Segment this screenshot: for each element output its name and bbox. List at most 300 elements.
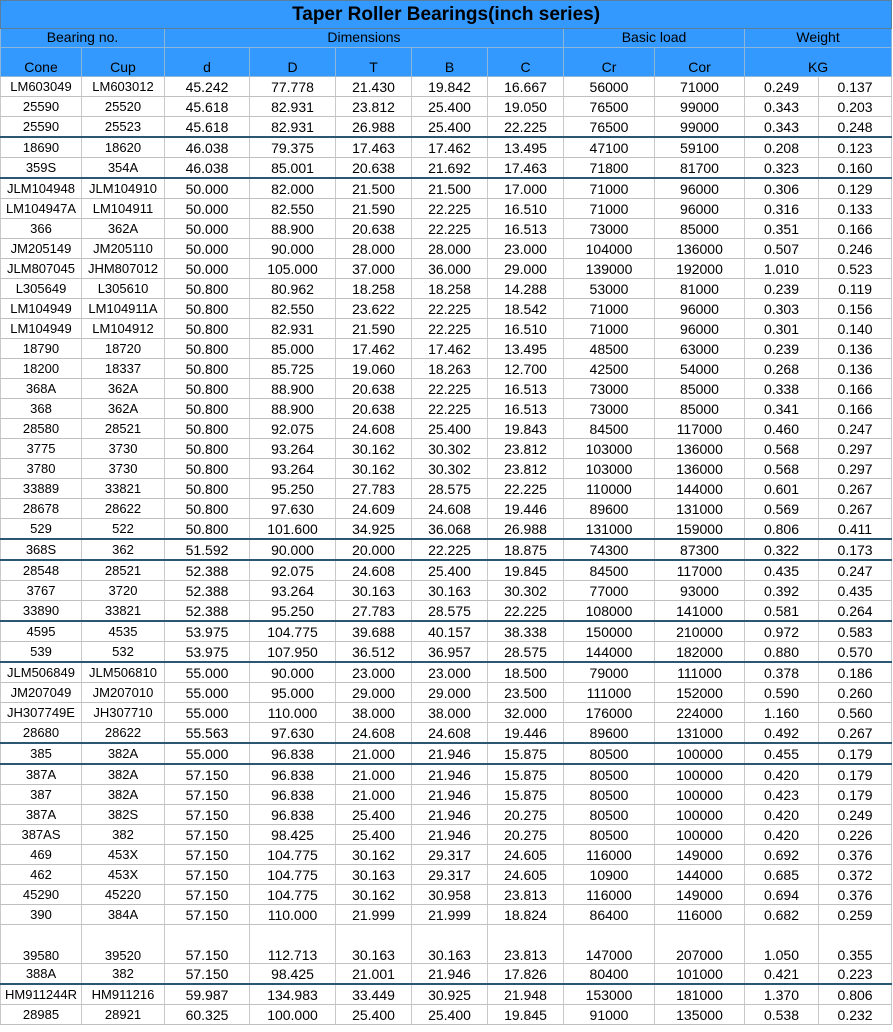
cell-c: 12.700 <box>488 359 564 379</box>
cell-cone: 529 <box>1 519 82 540</box>
cell-cup: 4535 <box>82 621 165 642</box>
cell-kg-cup: 0.435 <box>819 581 892 601</box>
cell-kg-cup: 0.267 <box>819 723 892 744</box>
cell-b: 30.163 <box>412 581 488 601</box>
cell-outer-d: 97.630 <box>250 499 336 519</box>
cell-cr: 80500 <box>564 825 655 845</box>
cell-b: 21.946 <box>412 805 488 825</box>
cell-cup: 522 <box>82 519 165 540</box>
column-header-b: B <box>412 48 488 77</box>
cell-kg-cup: 0.297 <box>819 459 892 479</box>
cell-b: 28.575 <box>412 479 488 499</box>
cell-b: 17.462 <box>412 137 488 158</box>
cell-b: 22.225 <box>412 379 488 399</box>
cell-cup: 3730 <box>82 459 165 479</box>
cell-kg-cone: 1.050 <box>745 925 819 964</box>
cell-cor: 181000 <box>655 984 745 1005</box>
cell-kg-cup: 0.137 <box>819 77 892 97</box>
cell-b: 25.400 <box>412 1005 488 1025</box>
cell-outer-d: 93.264 <box>250 581 336 601</box>
cell-d: 52.388 <box>165 601 250 622</box>
cell-kg-cup: 0.186 <box>819 662 892 683</box>
cell-t: 37.000 <box>336 259 412 279</box>
cell-outer-d: 96.838 <box>250 764 336 785</box>
cell-kg-cup: 0.226 <box>819 825 892 845</box>
cell-kg-cone: 0.568 <box>745 459 819 479</box>
table-row <box>1 905 892 925</box>
cell-d: 52.388 <box>165 581 250 601</box>
cell-b: 36.957 <box>412 642 488 663</box>
cell-cr: 73000 <box>564 219 655 239</box>
cell-cone: 390 <box>1 905 82 925</box>
cell-t: 39.688 <box>336 621 412 642</box>
cell-d: 57.150 <box>165 805 250 825</box>
cell-kg-cup: 0.129 <box>819 178 892 199</box>
cell-cr: 77000 <box>564 581 655 601</box>
cell-cr: 110000 <box>564 479 655 499</box>
cell-cr: 139000 <box>564 259 655 279</box>
column-header-outer-d: D <box>250 48 336 77</box>
cell-cone: 28680 <box>1 723 82 744</box>
cell-cr: 150000 <box>564 621 655 642</box>
cell-cr: 103000 <box>564 459 655 479</box>
cell-b: 40.157 <box>412 621 488 642</box>
cell-t: 25.400 <box>336 1005 412 1025</box>
cell-kg-cone: 0.341 <box>745 399 819 419</box>
cell-cone: LM104949 <box>1 299 82 319</box>
cell-cone: 18690 <box>1 137 82 158</box>
cell-cup: 45220 <box>82 885 165 905</box>
table-row <box>1 359 892 379</box>
table-title: Taper Roller Bearings(inch series) <box>1 1 892 29</box>
column-header-c: C <box>488 48 564 77</box>
cell-cup: 18620 <box>82 137 165 158</box>
cell-kg-cup: 0.259 <box>819 905 892 925</box>
cell-cr: 48500 <box>564 339 655 359</box>
cell-cor: 149000 <box>655 885 745 905</box>
cell-b: 22.225 <box>412 299 488 319</box>
cell-b: 22.225 <box>412 319 488 339</box>
cell-kg-cup: 0.583 <box>819 621 892 642</box>
cell-kg-cone: 0.601 <box>745 479 819 499</box>
table-row <box>1 825 892 845</box>
cell-cone: 3767 <box>1 581 82 601</box>
table-row <box>1 621 892 642</box>
cell-cor: 59100 <box>655 137 745 158</box>
cell-t: 25.400 <box>336 825 412 845</box>
cell-kg-cup: 0.166 <box>819 219 892 239</box>
cell-cr: 116000 <box>564 885 655 905</box>
cell-b: 22.225 <box>412 219 488 239</box>
cell-d: 50.000 <box>165 178 250 199</box>
cell-d: 45.618 <box>165 117 250 138</box>
cell-kg-cup: 0.247 <box>819 419 892 439</box>
cell-cr: 104000 <box>564 239 655 259</box>
cell-outer-d: 112.713 <box>250 925 336 964</box>
cell-cup: 382A <box>82 785 165 805</box>
table-row <box>1 601 892 622</box>
cell-d: 50.800 <box>165 359 250 379</box>
cell-t: 27.783 <box>336 479 412 499</box>
table-row <box>1 984 892 1005</box>
cell-c: 22.225 <box>488 117 564 138</box>
cell-outer-d: 93.264 <box>250 439 336 459</box>
cell-t: 20.638 <box>336 399 412 419</box>
table-row <box>1 137 892 158</box>
cell-outer-d: 79.375 <box>250 137 336 158</box>
cell-cor: 100000 <box>655 764 745 785</box>
cell-cup: L305610 <box>82 279 165 299</box>
cell-c: 18.824 <box>488 905 564 925</box>
cell-b: 30.302 <box>412 439 488 459</box>
cell-t: 21.000 <box>336 743 412 764</box>
cell-cor: 136000 <box>655 439 745 459</box>
cell-d: 50.800 <box>165 499 250 519</box>
table-row <box>1 439 892 459</box>
cell-b: 24.608 <box>412 723 488 744</box>
cell-c: 23.500 <box>488 683 564 703</box>
cell-cone: 385 <box>1 743 82 764</box>
cell-cr: 111000 <box>564 683 655 703</box>
cell-cr: 53000 <box>564 279 655 299</box>
cell-kg-cone: 0.323 <box>745 158 819 179</box>
table-row <box>1 964 892 985</box>
cell-cup: 384A <box>82 905 165 925</box>
cell-c: 38.338 <box>488 621 564 642</box>
cell-t: 34.925 <box>336 519 412 540</box>
cell-cone: 387 <box>1 785 82 805</box>
cell-kg-cup: 0.267 <box>819 499 892 519</box>
cell-cup: HM911216 <box>82 984 165 1005</box>
cell-cr: 144000 <box>564 642 655 663</box>
cell-d: 57.150 <box>165 885 250 905</box>
cell-cone: 28548 <box>1 560 82 581</box>
cell-b: 29.000 <box>412 683 488 703</box>
cell-kg-cone: 0.208 <box>745 137 819 158</box>
cell-cor: 131000 <box>655 499 745 519</box>
cell-kg-cone: 0.460 <box>745 419 819 439</box>
cell-kg-cup: 0.123 <box>819 137 892 158</box>
cell-kg-cone: 1.160 <box>745 703 819 723</box>
cell-d: 53.975 <box>165 621 250 642</box>
cell-t: 18.258 <box>336 279 412 299</box>
cell-d: 50.800 <box>165 459 250 479</box>
cell-t: 21.590 <box>336 319 412 339</box>
cell-kg-cone: 0.378 <box>745 662 819 683</box>
cell-t: 29.000 <box>336 683 412 703</box>
cell-cr: 76500 <box>564 117 655 138</box>
cell-kg-cone: 0.581 <box>745 601 819 622</box>
column-header-t: T <box>336 48 412 77</box>
cell-b: 29.317 <box>412 845 488 865</box>
cell-outer-d: 96.838 <box>250 805 336 825</box>
cell-c: 17.463 <box>488 158 564 179</box>
cell-b: 22.225 <box>412 399 488 419</box>
cell-cone: 28678 <box>1 499 82 519</box>
cell-cone: 3775 <box>1 439 82 459</box>
cell-d: 55.563 <box>165 723 250 744</box>
cell-kg-cone: 0.301 <box>745 319 819 339</box>
cell-outer-d: 92.075 <box>250 419 336 439</box>
cell-kg-cone: 0.685 <box>745 865 819 885</box>
cell-cr: 84500 <box>564 560 655 581</box>
cell-kg-cup: 0.179 <box>819 743 892 764</box>
cell-kg-cup: 0.160 <box>819 158 892 179</box>
table-row <box>1 239 892 259</box>
cell-cup: 362A <box>82 399 165 419</box>
cell-t: 30.163 <box>336 865 412 885</box>
cell-cr: 71800 <box>564 158 655 179</box>
cell-c: 32.000 <box>488 703 564 723</box>
cell-d: 50.800 <box>165 519 250 540</box>
cell-kg-cup: 0.223 <box>819 964 892 985</box>
column-header-kg: KG <box>745 48 892 77</box>
cell-cup: 33821 <box>82 601 165 622</box>
column-header-cor: Cor <box>655 48 745 77</box>
cell-cor: 136000 <box>655 239 745 259</box>
cell-cup: 28622 <box>82 499 165 519</box>
cell-c: 22.225 <box>488 601 564 622</box>
cell-cone: LM104947A <box>1 199 82 219</box>
cell-kg-cup: 0.247 <box>819 560 892 581</box>
cell-cor: 149000 <box>655 845 745 865</box>
cell-kg-cone: 0.420 <box>745 764 819 785</box>
cell-t: 21.590 <box>336 199 412 219</box>
cell-b: 21.946 <box>412 825 488 845</box>
cell-d: 50.800 <box>165 419 250 439</box>
table-row <box>1 279 892 299</box>
cell-d: 50.800 <box>165 379 250 399</box>
cell-outer-d: 134.983 <box>250 984 336 1005</box>
cell-kg-cup: 0.173 <box>819 539 892 560</box>
cell-t: 30.163 <box>336 925 412 964</box>
cell-b: 21.692 <box>412 158 488 179</box>
cell-d: 55.000 <box>165 743 250 764</box>
cell-t: 24.608 <box>336 723 412 744</box>
cell-c: 16.510 <box>488 199 564 219</box>
cell-kg-cup: 0.166 <box>819 399 892 419</box>
table-row <box>1 642 892 663</box>
table-row <box>1 764 892 785</box>
cell-kg-cone: 0.316 <box>745 199 819 219</box>
cell-b: 19.842 <box>412 77 488 97</box>
cell-b: 21.946 <box>412 743 488 764</box>
cell-kg-cup: 0.136 <box>819 339 892 359</box>
cell-outer-d: 100.000 <box>250 1005 336 1025</box>
cell-cr: 74300 <box>564 539 655 560</box>
cell-cup: 28921 <box>82 1005 165 1025</box>
cell-c: 22.225 <box>488 479 564 499</box>
cell-t: 23.622 <box>336 299 412 319</box>
cell-cor: 93000 <box>655 581 745 601</box>
cell-cr: 80500 <box>564 743 655 764</box>
cell-kg-cone: 0.682 <box>745 905 819 925</box>
cell-outer-d: 104.775 <box>250 845 336 865</box>
table-row <box>1 885 892 905</box>
cell-t: 24.608 <box>336 419 412 439</box>
cell-d: 50.000 <box>165 239 250 259</box>
cell-t: 20.000 <box>336 539 412 560</box>
cell-c: 19.446 <box>488 499 564 519</box>
cell-c: 14.288 <box>488 279 564 299</box>
cell-cor: 144000 <box>655 479 745 499</box>
cell-cup: LM104911 <box>82 199 165 219</box>
cell-cone: 368 <box>1 399 82 419</box>
cell-d: 57.150 <box>165 865 250 885</box>
cell-cor: 100000 <box>655 825 745 845</box>
cell-t: 25.400 <box>336 805 412 825</box>
table-row <box>1 199 892 219</box>
cell-b: 24.608 <box>412 499 488 519</box>
cell-kg-cone: 0.351 <box>745 219 819 239</box>
cell-t: 21.500 <box>336 178 412 199</box>
cell-d: 50.800 <box>165 439 250 459</box>
cell-cup: 25523 <box>82 117 165 138</box>
cell-c: 19.050 <box>488 97 564 117</box>
cell-d: 55.000 <box>165 662 250 683</box>
cell-outer-d: 82.550 <box>250 199 336 219</box>
cell-d: 50.000 <box>165 219 250 239</box>
cell-cup: JHM807012 <box>82 259 165 279</box>
cell-cor: 159000 <box>655 519 745 540</box>
cell-kg-cone: 0.420 <box>745 825 819 845</box>
cell-kg-cone: 0.338 <box>745 379 819 399</box>
cell-cup: LM603012 <box>82 77 165 97</box>
group-header-basic-load: Basic load <box>564 29 745 48</box>
title-row <box>1 1 892 29</box>
cell-t: 30.162 <box>336 459 412 479</box>
cell-outer-d: 98.425 <box>250 964 336 985</box>
cell-c: 19.845 <box>488 560 564 581</box>
cell-kg-cup: 0.248 <box>819 117 892 138</box>
group-header-bearing-no: Bearing no. <box>1 29 165 48</box>
cell-cr: 176000 <box>564 703 655 723</box>
cell-d: 50.800 <box>165 479 250 499</box>
cell-kg-cup: 0.297 <box>819 439 892 459</box>
table-row <box>1 77 892 97</box>
cell-cone: JLM104948 <box>1 178 82 199</box>
table-row <box>1 845 892 865</box>
cell-t: 21.000 <box>336 785 412 805</box>
cell-cone: L305649 <box>1 279 82 299</box>
cell-cr: 147000 <box>564 925 655 964</box>
cell-kg-cone: 0.435 <box>745 560 819 581</box>
cell-cr: 116000 <box>564 845 655 865</box>
cell-b: 29.317 <box>412 865 488 885</box>
cell-cup: 453X <box>82 845 165 865</box>
cell-c: 23.813 <box>488 925 564 964</box>
cell-cone: 25590 <box>1 97 82 117</box>
cell-outer-d: 110.000 <box>250 703 336 723</box>
cell-cr: 10900 <box>564 865 655 885</box>
cell-c: 20.275 <box>488 825 564 845</box>
cell-cor: 152000 <box>655 683 745 703</box>
cell-c: 23.000 <box>488 239 564 259</box>
cell-c: 30.302 <box>488 581 564 601</box>
cell-kg-cone: 0.692 <box>745 845 819 865</box>
cell-cor: 192000 <box>655 259 745 279</box>
cell-d: 45.618 <box>165 97 250 117</box>
cell-cone: 387A <box>1 805 82 825</box>
cell-kg-cup: 0.203 <box>819 97 892 117</box>
cell-cup: 382 <box>82 964 165 985</box>
cell-d: 55.000 <box>165 703 250 723</box>
cell-t: 21.999 <box>336 905 412 925</box>
cell-outer-d: 82.931 <box>250 117 336 138</box>
cell-outer-d: 98.425 <box>250 825 336 845</box>
cell-kg-cone: 0.343 <box>745 97 819 117</box>
cell-kg-cone: 0.249 <box>745 77 819 97</box>
cell-outer-d: 85.725 <box>250 359 336 379</box>
cell-cone: 3780 <box>1 459 82 479</box>
group-header-row <box>1 29 892 48</box>
cell-outer-d: 80.962 <box>250 279 336 299</box>
table-row <box>1 581 892 601</box>
table-row <box>1 178 892 199</box>
cell-outer-d: 96.838 <box>250 785 336 805</box>
cell-d: 51.592 <box>165 539 250 560</box>
column-header-row <box>1 48 892 77</box>
cell-outer-d: 104.775 <box>250 865 336 885</box>
cell-kg-cone: 0.423 <box>745 785 819 805</box>
cell-cone: JLM506849 <box>1 662 82 683</box>
table-row <box>1 865 892 885</box>
cell-outer-d: 95.000 <box>250 683 336 703</box>
cell-cr: 91000 <box>564 1005 655 1025</box>
cell-b: 22.225 <box>412 199 488 219</box>
cell-cup: 453X <box>82 865 165 885</box>
cell-kg-cone: 0.455 <box>745 743 819 764</box>
cell-kg-cone: 0.568 <box>745 439 819 459</box>
cell-cone: 462 <box>1 865 82 885</box>
cell-cup: 362A <box>82 219 165 239</box>
cell-cup: 354A <box>82 158 165 179</box>
cell-b: 30.163 <box>412 925 488 964</box>
cell-c: 15.875 <box>488 785 564 805</box>
cell-b: 21.500 <box>412 178 488 199</box>
cell-cr: 71000 <box>564 178 655 199</box>
table-row <box>1 560 892 581</box>
cell-kg-cone: 0.538 <box>745 1005 819 1025</box>
cell-outer-d: 97.630 <box>250 723 336 744</box>
cell-cor: 99000 <box>655 97 745 117</box>
cell-kg-cone: 0.268 <box>745 359 819 379</box>
cell-t: 23.812 <box>336 97 412 117</box>
cell-cor: 96000 <box>655 178 745 199</box>
cell-outer-d: 77.778 <box>250 77 336 97</box>
cell-cone: 388A <box>1 964 82 985</box>
cell-c: 23.813 <box>488 885 564 905</box>
cell-cor: 135000 <box>655 1005 745 1025</box>
cell-c: 24.605 <box>488 865 564 885</box>
cell-cor: 100000 <box>655 743 745 764</box>
cell-cor: 85000 <box>655 219 745 239</box>
column-header-cup: Cup <box>82 48 165 77</box>
cell-cup: 28521 <box>82 560 165 581</box>
cell-b: 18.258 <box>412 279 488 299</box>
cell-t: 17.462 <box>336 339 412 359</box>
cell-d: 45.242 <box>165 77 250 97</box>
table-row <box>1 519 892 540</box>
cell-t: 28.000 <box>336 239 412 259</box>
cell-c: 16.513 <box>488 219 564 239</box>
cell-cor: 96000 <box>655 199 745 219</box>
cell-t: 21.001 <box>336 964 412 985</box>
cell-d: 60.325 <box>165 1005 250 1025</box>
table-row <box>1 662 892 683</box>
cell-d: 53.975 <box>165 642 250 663</box>
cell-b: 36.068 <box>412 519 488 540</box>
